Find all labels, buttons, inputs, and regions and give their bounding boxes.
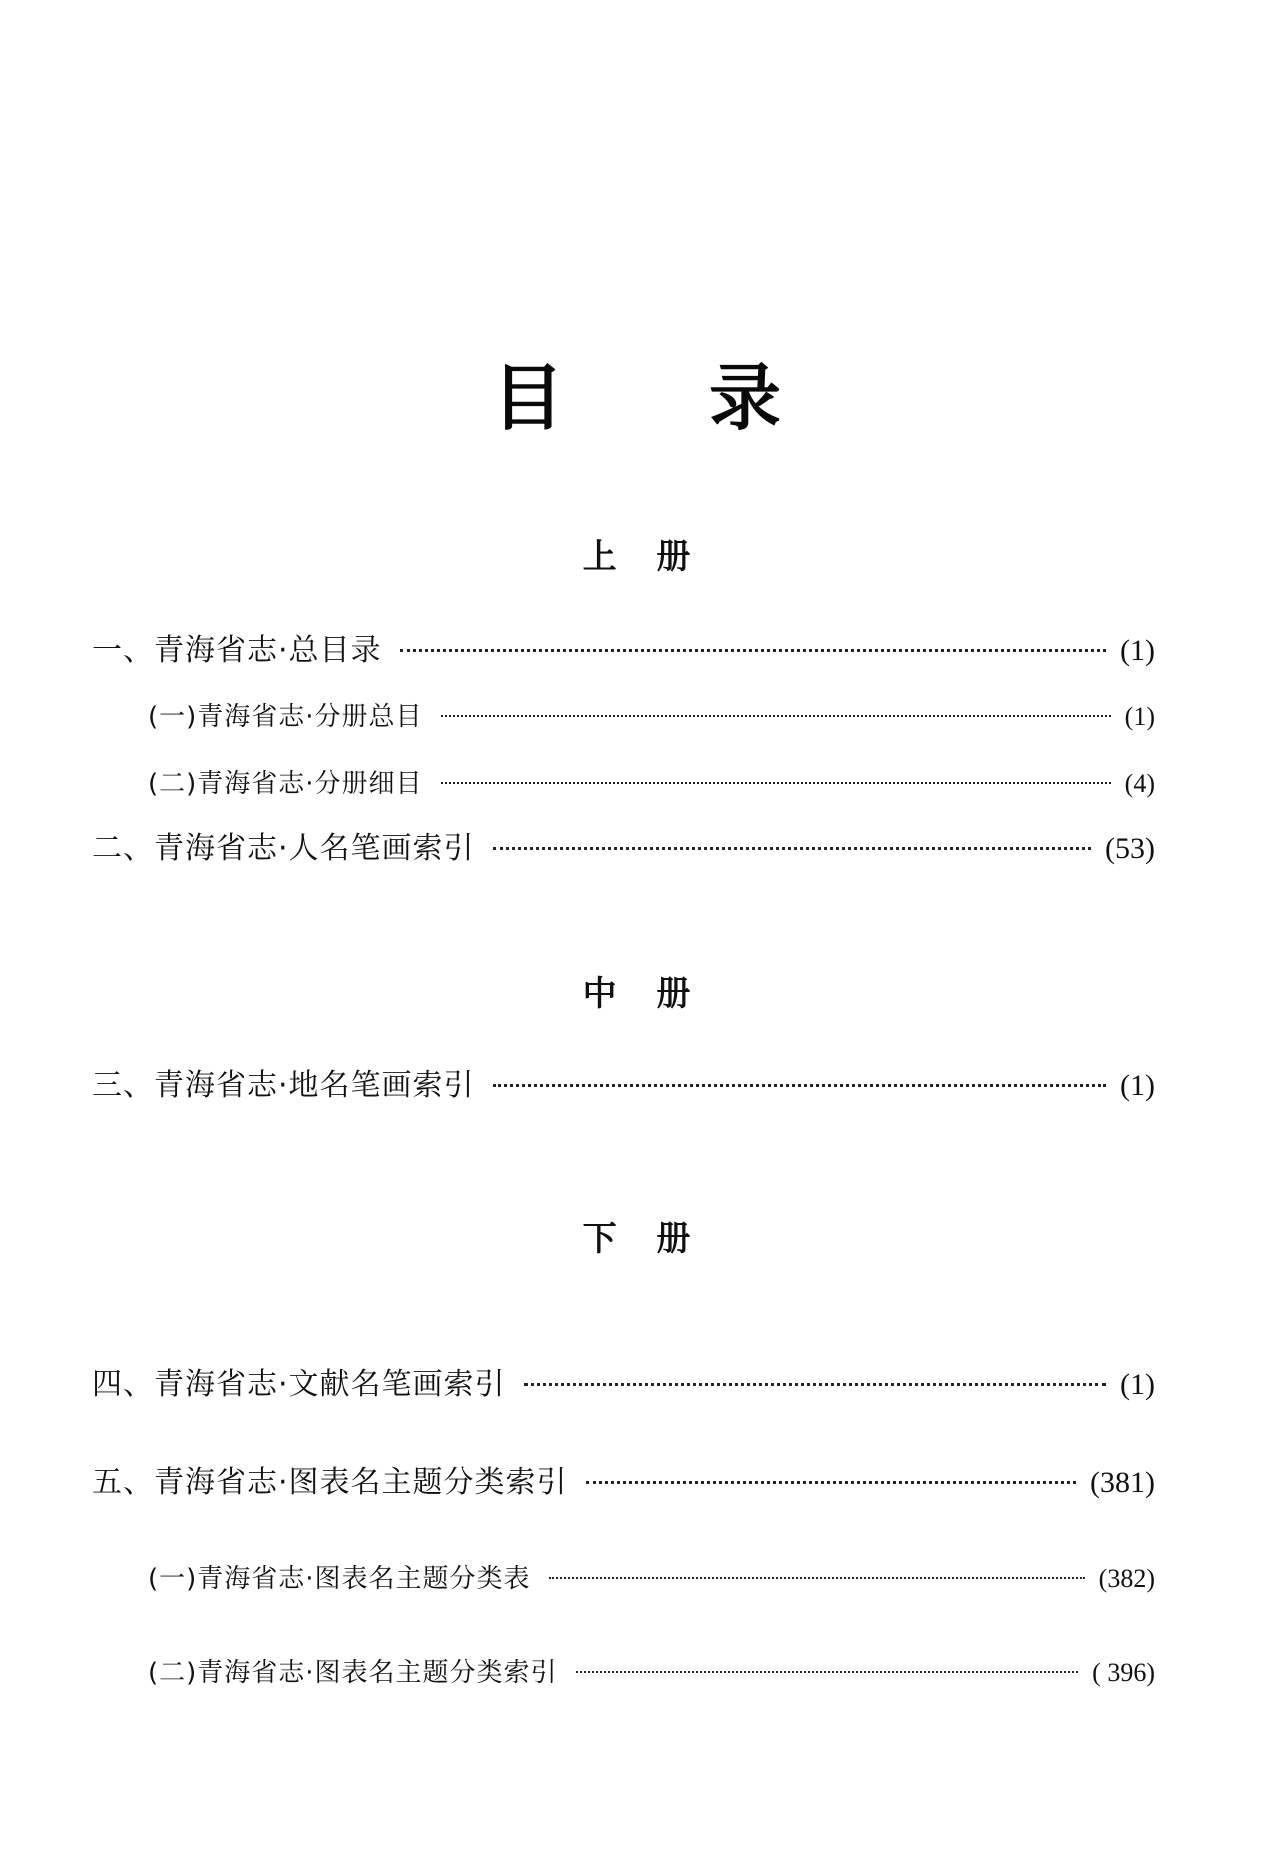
toc-entry[interactable] bbox=[92, 633, 1155, 668]
toc-entry-page: (1) bbox=[1120, 1368, 1155, 1401]
section-heading-middle: 中 册 bbox=[582, 974, 705, 1014]
toc-entry-label: 二、青海省志·人名笔画索引 bbox=[92, 831, 475, 866]
toc-entry-page: ( 396) bbox=[1092, 1658, 1155, 1687]
page-title: 目 录 bbox=[491, 356, 842, 440]
toc-entry-page: (381) bbox=[1090, 1466, 1155, 1499]
dot-leader bbox=[586, 1481, 1076, 1484]
toc-entry-label: (一)青海省志·分册总目 bbox=[148, 702, 423, 732]
toc-subentry[interactable] bbox=[148, 771, 1155, 797]
section-heading-lower: 下 册 bbox=[582, 1219, 705, 1259]
toc-entry[interactable] bbox=[92, 1068, 1155, 1103]
toc-entry-page: (1) bbox=[1124, 702, 1155, 731]
dot-leader bbox=[524, 1383, 1106, 1386]
dot-leader bbox=[441, 782, 1111, 784]
toc-entry-page: (1) bbox=[1120, 1069, 1155, 1102]
toc-entry-page: (53) bbox=[1105, 832, 1155, 865]
toc-entry-label: (二)青海省志·分册细目 bbox=[148, 769, 423, 799]
toc-entry[interactable] bbox=[92, 1367, 1155, 1402]
dot-leader bbox=[400, 649, 1106, 652]
toc-subentry[interactable] bbox=[148, 704, 1155, 730]
toc-entry[interactable] bbox=[92, 1465, 1155, 1500]
toc-subentry[interactable] bbox=[148, 1566, 1155, 1592]
toc-entry-label: (一)青海省志·图表名主题分类表 bbox=[148, 1564, 531, 1594]
dot-leader bbox=[441, 715, 1111, 717]
toc-entry-label: 一、青海省志·总目录 bbox=[92, 633, 382, 668]
toc-entry[interactable] bbox=[92, 831, 1155, 866]
toc-entry-label: 五、青海省志·图表名主题分类索引 bbox=[92, 1465, 568, 1500]
toc-entry-label: 三、青海省志·地名笔画索引 bbox=[92, 1068, 475, 1103]
section-heading-upper: 上 册 bbox=[582, 537, 705, 577]
toc-entry-page: (382) bbox=[1098, 1564, 1155, 1593]
dot-leader bbox=[493, 847, 1091, 850]
dot-leader bbox=[493, 1084, 1106, 1087]
toc-entry-page: (4) bbox=[1124, 769, 1155, 798]
toc-entry-label: (二)青海省志·图表名主题分类索引 bbox=[148, 1658, 558, 1688]
toc-entry-label: 四、青海省志·文献名笔画索引 bbox=[92, 1367, 506, 1402]
toc-subentry[interactable] bbox=[148, 1660, 1155, 1686]
toc-entry-page: (1) bbox=[1120, 634, 1155, 667]
dot-leader bbox=[549, 1577, 1085, 1579]
dot-leader bbox=[576, 1671, 1079, 1673]
